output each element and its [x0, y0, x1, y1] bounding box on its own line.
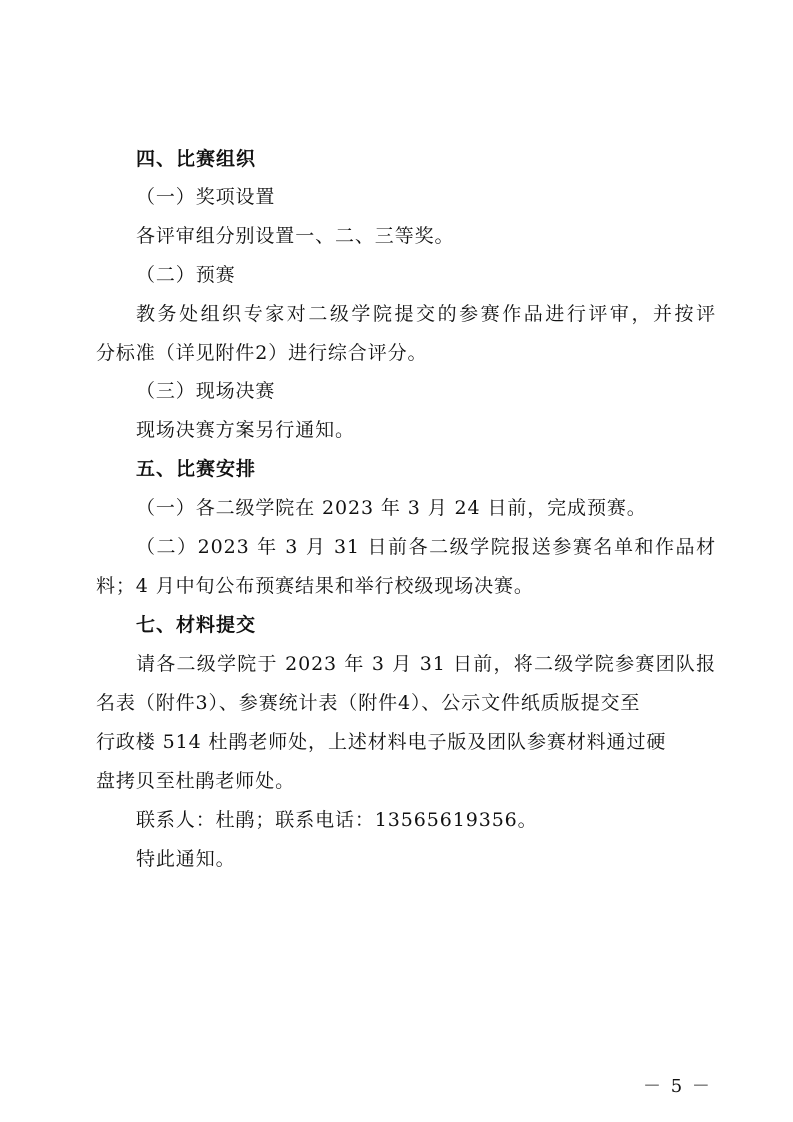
- paragraph-line: （一）各二级学院在 2023 年 3 月 24 日前，完成预赛。: [136, 497, 647, 519]
- paragraph-line: 名表（附件3）、参赛统计表（附件4）、公示文件纸质版提交至: [96, 692, 641, 714]
- page-number: － 5 －: [643, 1076, 712, 1097]
- paragraph-line: （二）2023 年 3 月 31 日前各二级学院报送参赛名单和作品材: [136, 536, 716, 558]
- subheading-award-setting: （一）奖项设置: [136, 186, 276, 208]
- subheading-final: （三）现场决赛: [136, 380, 276, 402]
- paragraph-line: 各评审组分别设置一、二、三等奖。: [136, 225, 455, 247]
- section-heading-material-submission: 七、材料提交: [136, 614, 257, 636]
- paragraph-line: 分标准（详见附件2）进行综合评分。: [96, 342, 428, 364]
- paragraph-line: 现场决赛方案另行通知。: [136, 419, 355, 441]
- subheading-preliminary: （二）预赛: [136, 264, 236, 286]
- section-heading-competition-organization: 四、比赛组织: [136, 148, 257, 170]
- section-heading-competition-schedule: 五、比赛安排: [136, 458, 257, 480]
- paragraph-line: 请各二级学院于 2023 年 3 月 31 日前，将二级学院参赛团队报: [136, 653, 716, 675]
- paragraph-line: 行政楼 514 杜鹃老师处，上述材料电子版及团队参赛材料通过硬: [96, 731, 667, 753]
- contact-line: 联系人：杜鹃；联系电话：13565619356。: [136, 809, 538, 831]
- paragraph-line: 盘拷贝至杜鹃老师处。: [96, 770, 296, 792]
- closing-line: 特此通知。: [136, 848, 236, 870]
- paragraph-line: 料；4 月中旬公布预赛结果和举行校级现场决赛。: [96, 575, 534, 597]
- paragraph-line: 教务处组织专家对二级学院提交的参赛作品进行评审，并按评: [136, 303, 716, 325]
